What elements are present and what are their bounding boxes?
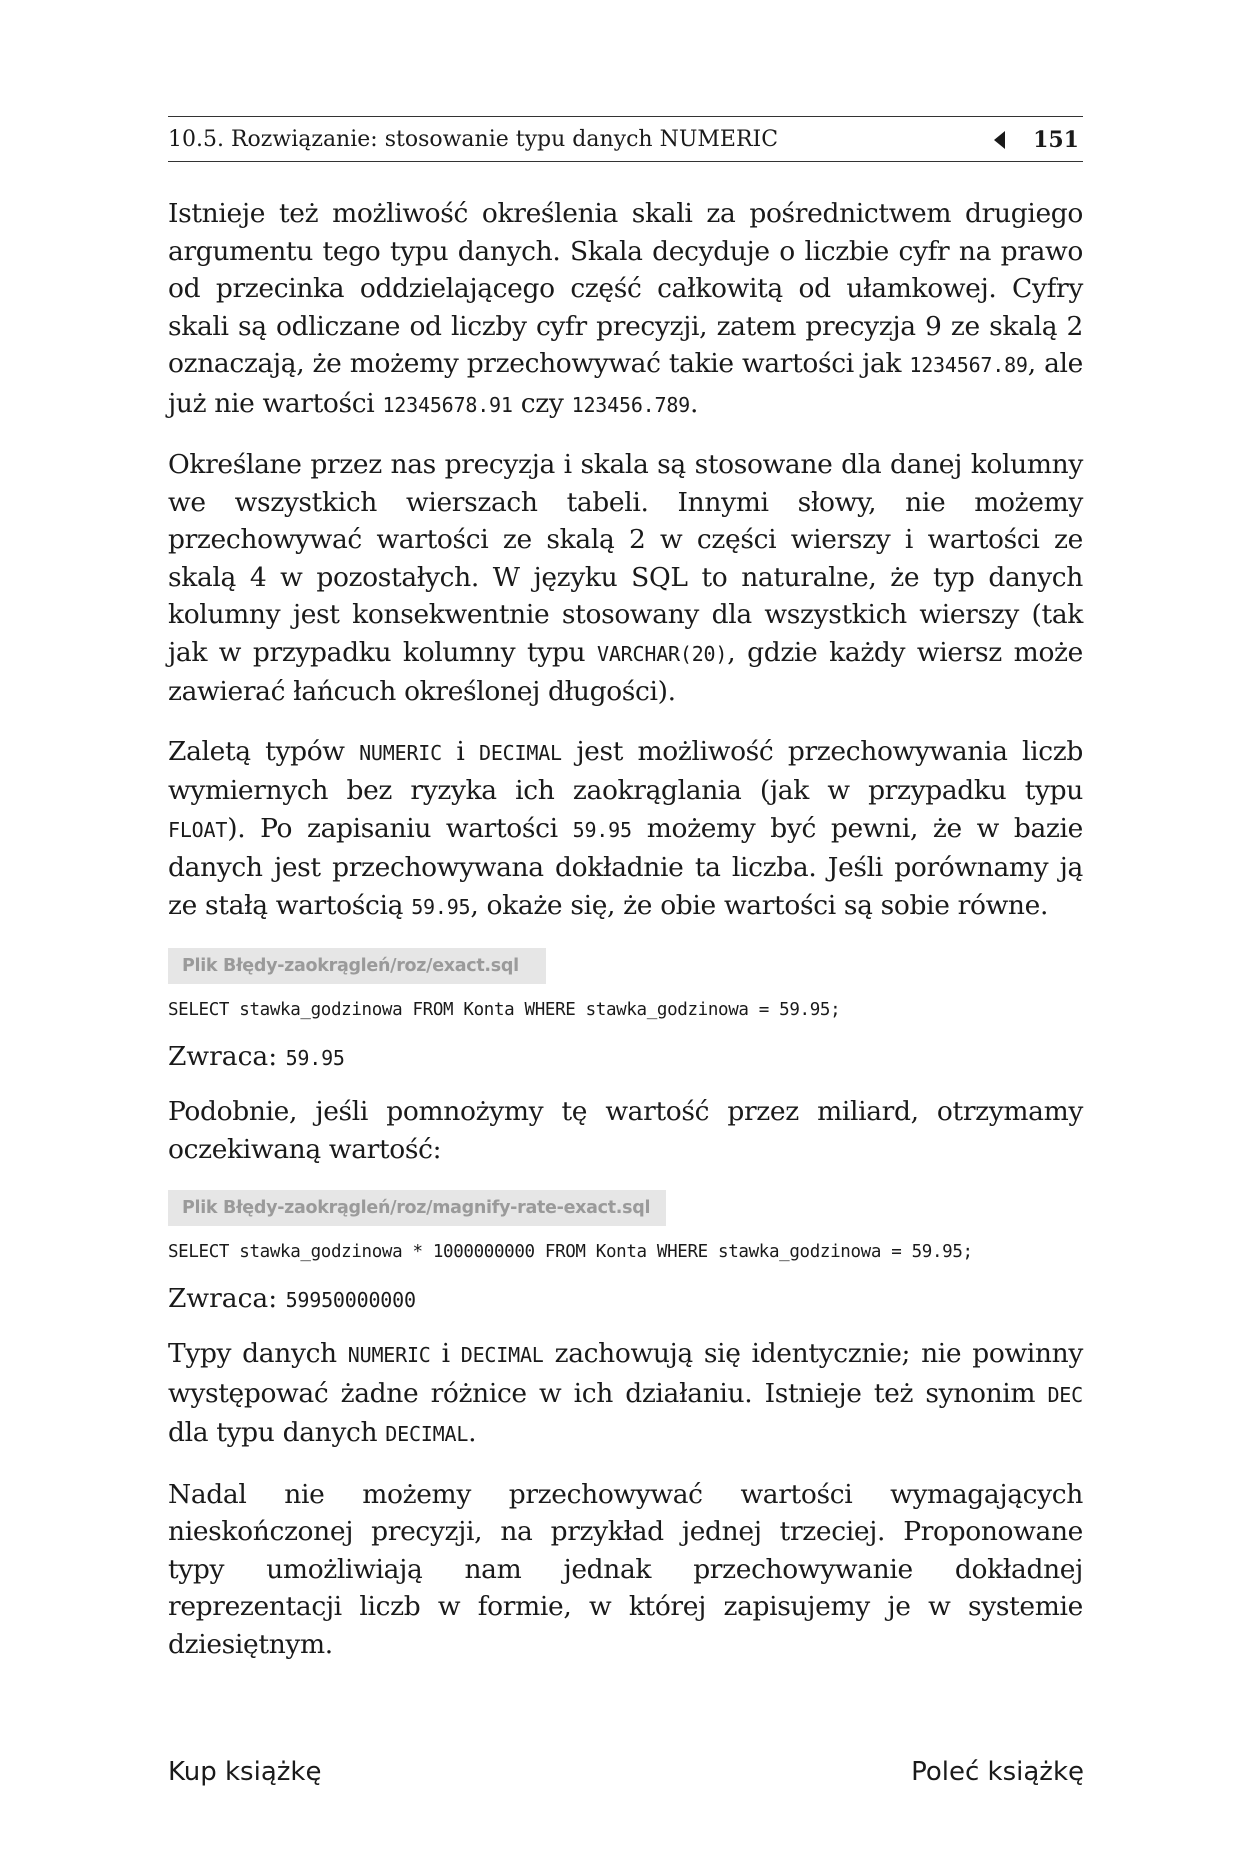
paragraph-text: Nadal nie możemy przechowywać wartości wymagających nieskończonej precyzji, na przykład jednej trzeciej. Proponowane typy umożliwiają nam jednak przechowywanie dokładnej reprezentacji liczb w formie, w której zapisujemy je w systemie dziesiętnym. [168, 1478, 1083, 1660]
paragraph-text: dla typu danych [168, 1417, 386, 1448]
paragraph-text: . [690, 387, 699, 419]
returns-line [168, 1280, 1083, 1319]
inline-code: DECIMAL [385, 1422, 469, 1446]
recommend-book-link[interactable]: Poleć książkę [911, 1757, 1084, 1787]
returns-value: 59950000000 [285, 1288, 416, 1312]
inline-code: 59.95 [411, 894, 471, 919]
paragraph-advantage [168, 733, 1083, 927]
paragraph-text: , ale już nie wartości [168, 348, 1083, 419]
file-label: Plik Błędy-zaokrągleń/roz/exact.sql [168, 948, 546, 984]
returns-line [168, 1038, 1083, 1077]
inline-code: DECIMAL [478, 740, 562, 765]
code-block: SELECT stawka_godzinowa * 1000000000 FROM Konta WHERE stawka_godzinowa = 59.95; [168, 1242, 973, 1262]
listing-magnify [168, 1190, 1083, 1319]
inline-code: FLOAT [168, 817, 228, 842]
paragraph-text: ). Po zapisaniu wartości [227, 812, 573, 844]
returns-label: Zwraca: [168, 1283, 286, 1314]
paragraph-text: Podobnie, jeśli pomnożymy tę wartość przez miliard, otrzymamy oczekiwaną wartość: [168, 1096, 1083, 1165]
returns-value: 59.95 [285, 1046, 345, 1070]
file-label: Plik Błędy-zaokrągleń/roz/magnify-rate-exact.sql [168, 1190, 666, 1226]
paragraph-text: i [441, 735, 479, 767]
paragraph-text: możemy być pewni, że w bazie danych jest przechowywana dokładnie ta liczba. Jeśli porównamy ją ze stałą wartością [168, 812, 1084, 921]
paragraph-infinite-precision [168, 1476, 1083, 1664]
paragraph-text: czy [512, 387, 572, 419]
inline-code: DEC [1047, 1382, 1083, 1407]
paragraph-text: . [468, 1417, 477, 1448]
inline-code: NUMERIC [359, 740, 442, 765]
header-title: 10.5. Rozwiązanie: stosowanie typu danych NUMERIC [168, 127, 779, 152]
inline-code: 59.95 [572, 817, 632, 842]
paragraph-multiply [168, 1093, 1083, 1168]
page-body [168, 195, 1083, 1685]
inline-code: DECIMAL [460, 1343, 544, 1367]
paragraph-text: Istnieje też możliwość określenia skali za pośrednictwem drugiego argumentu tego typu danych. Skala decyduje o liczbie cyfr na prawo od przecinka oddzielającego część całkowitą od ułamkowej. Cyfry skali są odliczane od liczby cyfr precyzji, zatem precyzja 9 ze skalą 2 oznaczają, że możemy przechowywać takie wartości jak [168, 198, 1083, 379]
paragraph-scale [168, 195, 1083, 424]
inline-code: 12345678.91 [382, 392, 513, 417]
inline-code: VARCHAR(20) [596, 641, 728, 666]
inline-code: 123456.789 [571, 392, 691, 417]
inline-code: NUMERIC [347, 1343, 431, 1367]
paragraph-text: Określane przez nas precyzja i skala są stosowane dla danej kolumny we wszystkich wierszach tabeli. Innymi słowy, nie możemy przechowywać wartości ze skalą 2 w części wierszy i wartości ze skalą 4 w pozostałych. W języku SQL to naturalne, że typ danych kolumny jest konsekwentnie stosowany dla wszystkich wierszy (tak jak w przypadku kolumny typu [168, 449, 1083, 668]
running-header [168, 116, 1083, 162]
code-block: SELECT stawka_godzinowa FROM Konta WHERE stawka_godzinowa = 59.95; [168, 1000, 841, 1020]
paragraph-text: , gdzie każdy wiersz może zawierać łańcuch określonej długości). [168, 636, 1083, 707]
paragraph-text: i [430, 1338, 461, 1369]
listing-exact [168, 948, 1083, 1077]
paragraph-text: Typy danych [168, 1338, 348, 1369]
page-number: 151 [1033, 127, 1079, 153]
inline-code: 1234567.89 [909, 353, 1028, 377]
paragraph-synonym [168, 1335, 1083, 1454]
paragraph-text: zachowują się identycznie; nie powinny występować żadne różnice w ich działaniu. Istnieje też synonim [168, 1338, 1083, 1409]
paragraph-text: Zaletą typów [168, 735, 360, 767]
returns-label: Zwraca: [168, 1041, 286, 1072]
buy-book-link[interactable]: Kup książkę [168, 1757, 322, 1787]
paragraph-text: jest możliwość przechowywania liczb wymiernych bez ryzyka ich zaokrąglania (jak w przypadku typu [168, 735, 1083, 806]
paragraph-text: , okaże się, że obie wartości są sobie równe. [470, 889, 1049, 921]
triangle-left-icon [994, 131, 1005, 149]
paragraph-precision [168, 446, 1083, 711]
